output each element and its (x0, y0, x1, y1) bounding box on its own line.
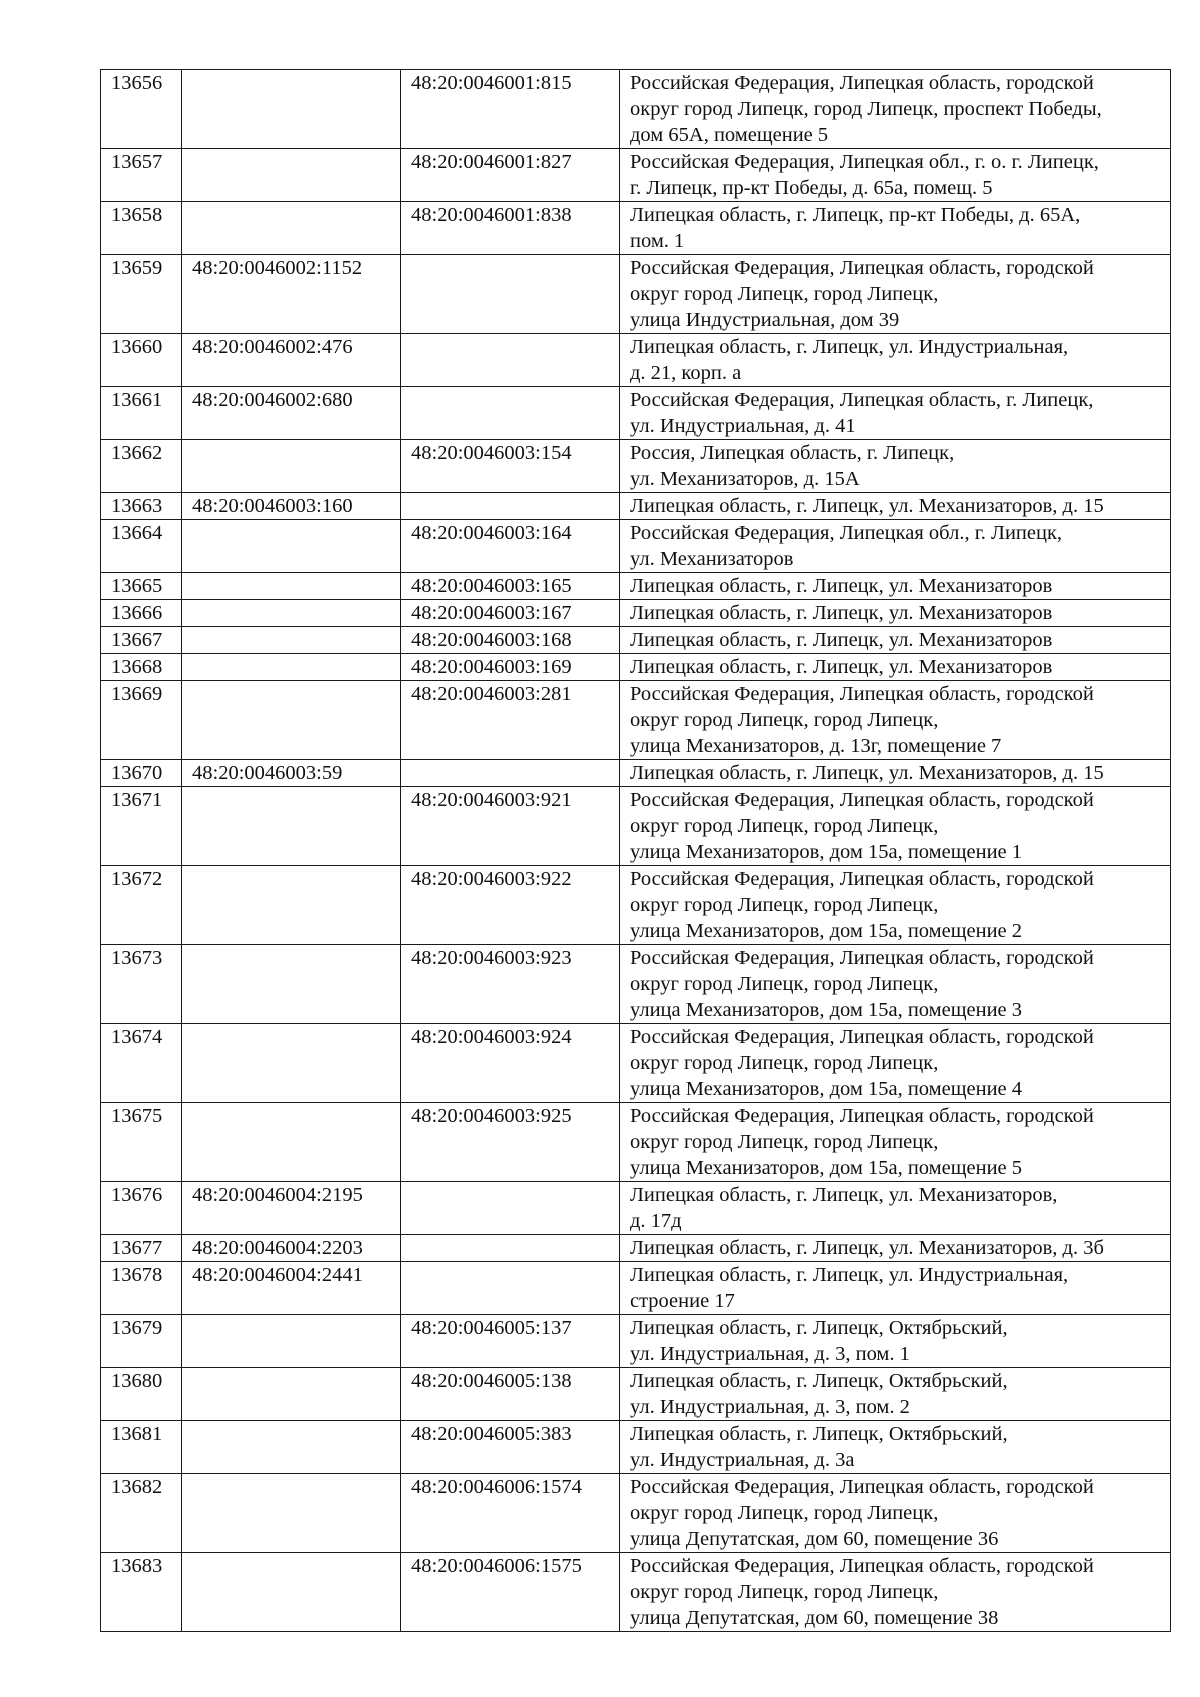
address-cell (620, 1182, 1171, 1235)
row-number-cell: 13668 (101, 654, 182, 681)
land-cadastral-number-cell (182, 1103, 401, 1182)
row-number-cell: 13658 (101, 202, 182, 255)
building-cadastral-number-cell: 48:20:0046003:168 (401, 627, 620, 654)
building-cadastral-number-cell (401, 493, 620, 520)
building-cadastral-number-cell: 48:20:0046003:167 (401, 600, 620, 627)
building-cadastral-number-cell: 48:20:0046003:165 (401, 573, 620, 600)
address-line: округ город Липецк, город Липецк, (630, 894, 939, 916)
address-line: улица Механизаторов, дом 15а, помещение 5 (630, 1157, 1023, 1179)
address-line: округ город Липецк, город Липецк, (630, 1052, 939, 1074)
address-line: улица Механизаторов, дом 15а, помещение 3 (630, 999, 1023, 1021)
address-line: улица Механизаторов, дом 15а, помещение 4 (630, 1078, 1023, 1100)
address-line: улица Депутатская, дом 60, помещение 38 (630, 1607, 999, 1629)
address-line: округ город Липецк, город Липецк, (630, 1131, 939, 1153)
address-cell (620, 334, 1171, 387)
address-cell (620, 202, 1171, 255)
address-line: Липецкая область, г. Липецк, Октябрьский, (630, 1317, 1008, 1339)
row-number-cell: 13671 (101, 787, 182, 866)
table-row (101, 1315, 1171, 1368)
address-cell (620, 520, 1171, 573)
land-cadastral-number-cell: 48:20:0046004:2203 (182, 1235, 401, 1262)
address-cell (620, 1553, 1171, 1632)
building-cadastral-number-cell: 48:20:0046003:281 (401, 681, 620, 760)
address-line: ул. Механизаторов (630, 548, 794, 570)
row-number-cell: 13674 (101, 1024, 182, 1103)
table-row (101, 1421, 1171, 1474)
address-line: д. 21, корп. а (630, 362, 742, 384)
table-row (101, 149, 1171, 202)
address-line: округ город Липецк, город Липецк, (630, 973, 939, 995)
land-cadastral-number-cell: 48:20:0046004:2195 (182, 1182, 401, 1235)
land-cadastral-number-cell (182, 1421, 401, 1474)
address-line: Российская Федерация, Липецкая область, городской (630, 1555, 1094, 1577)
address-cell (620, 149, 1171, 202)
table-row (101, 1235, 1171, 1262)
building-cadastral-number-cell: 48:20:0046006:1575 (401, 1553, 620, 1632)
address-line: Российская Федерация, Липецкая обл., г. Липецк, (630, 522, 1063, 544)
address-cell (620, 600, 1171, 627)
table-row (101, 1024, 1171, 1103)
building-cadastral-number-cell: 48:20:0046003:154 (401, 440, 620, 493)
building-cadastral-number-cell: 48:20:0046003:921 (401, 787, 620, 866)
building-cadastral-number-cell: 48:20:0046003:922 (401, 866, 620, 945)
row-number-cell: 13664 (101, 520, 182, 573)
address-line: Липецкая область, г. Липецк, ул. Механизаторов (630, 629, 1053, 651)
table-row (101, 493, 1171, 520)
row-number-cell: 13683 (101, 1553, 182, 1632)
table-row (101, 520, 1171, 573)
row-number-cell: 13663 (101, 493, 182, 520)
address-line: Липецкая область, г. Липецк, Октябрьский, (630, 1370, 1008, 1392)
address-line: Российская Федерация, Липецкая область, городской (630, 1026, 1094, 1048)
address-line: Российская Федерация, Липецкая область, городской (630, 1476, 1094, 1498)
address-line: округ город Липецк, город Липецк, (630, 709, 939, 731)
row-number-cell: 13666 (101, 600, 182, 627)
address-line: Липецкая область, г. Липецк, ул. Механизаторов, д. 3б (630, 1237, 1104, 1259)
address-cell (620, 945, 1171, 1024)
land-cadastral-number-cell (182, 440, 401, 493)
address-line: округ город Липецк, город Липецк, (630, 1581, 939, 1603)
row-number-cell: 13659 (101, 255, 182, 334)
address-line: улица Механизаторов, дом 15а, помещение 1 (630, 841, 1023, 863)
address-line: Российская Федерация, Липецкая область, городской (630, 683, 1094, 705)
address-line: ул. Индустриальная, д. 3а (630, 1449, 855, 1471)
land-cadastral-number-cell (182, 654, 401, 681)
land-cadastral-number-cell (182, 1315, 401, 1368)
address-cell (620, 866, 1171, 945)
building-cadastral-number-cell: 48:20:0046003:164 (401, 520, 620, 573)
row-number-cell: 13673 (101, 945, 182, 1024)
address-cell (620, 440, 1171, 493)
building-cadastral-number-cell: 48:20:0046003:924 (401, 1024, 620, 1103)
land-cadastral-number-cell: 48:20:0046002:476 (182, 334, 401, 387)
land-cadastral-number-cell (182, 1024, 401, 1103)
address-line: Липецкая область, г. Липецк, Октябрьский, (630, 1423, 1008, 1445)
land-cadastral-number-cell: 48:20:0046003:59 (182, 760, 401, 787)
land-cadastral-number-cell (182, 70, 401, 149)
row-number-cell: 13675 (101, 1103, 182, 1182)
table-row (101, 1103, 1171, 1182)
row-number-cell: 13667 (101, 627, 182, 654)
address-cell (620, 654, 1171, 681)
row-number-cell: 13682 (101, 1474, 182, 1553)
address-line: Липецкая область, г. Липецк, ул. Механизаторов (630, 575, 1053, 597)
address-line: г. Липецк, пр-кт Победы, д. 65а, помещ. 5 (630, 177, 993, 199)
address-line: улица Депутатская, дом 60, помещение 36 (630, 1528, 999, 1550)
row-number-cell: 13660 (101, 334, 182, 387)
table-row (101, 945, 1171, 1024)
building-cadastral-number-cell (401, 255, 620, 334)
address-cell (620, 1315, 1171, 1368)
row-number-cell: 13657 (101, 149, 182, 202)
building-cadastral-number-cell (401, 387, 620, 440)
address-line: улица Механизаторов, д. 13г, помещение 7 (630, 735, 1002, 757)
row-number-cell: 13662 (101, 440, 182, 493)
address-line: Липецкая область, г. Липецк, ул. Механизаторов (630, 656, 1053, 678)
address-line: дом 65А, помещение 5 (630, 124, 829, 146)
address-line: округ город Липецк, город Липецк, (630, 815, 939, 837)
address-cell (620, 760, 1171, 787)
building-cadastral-number-cell: 48:20:0046003:169 (401, 654, 620, 681)
address-cell (620, 1474, 1171, 1553)
row-number-cell: 13656 (101, 70, 182, 149)
address-line: Липецкая область, г. Липецк, ул. Индустриальная, (630, 336, 1069, 358)
table-row (101, 387, 1171, 440)
table-row (101, 760, 1171, 787)
land-cadastral-number-cell: 48:20:0046002:680 (182, 387, 401, 440)
land-cadastral-number-cell (182, 600, 401, 627)
address-line: Россия, Липецкая область, г. Липецк, (630, 442, 955, 464)
address-line: Российская Федерация, Липецкая область, городской (630, 257, 1094, 279)
address-line: д. 17д (630, 1210, 682, 1232)
land-cadastral-number-cell (182, 945, 401, 1024)
address-cell (620, 70, 1171, 149)
address-line: Липецкая область, г. Липецк, ул. Механизаторов, д. 15 (630, 762, 1104, 784)
address-cell (620, 255, 1171, 334)
building-cadastral-number-cell: 48:20:0046005:383 (401, 1421, 620, 1474)
table-row (101, 600, 1171, 627)
building-cadastral-number-cell: 48:20:0046005:138 (401, 1368, 620, 1421)
row-number-cell: 13677 (101, 1235, 182, 1262)
land-cadastral-number-cell (182, 787, 401, 866)
address-line: Российская Федерация, Липецкая область, городской (630, 789, 1094, 811)
table-row (101, 787, 1171, 866)
building-cadastral-number-cell (401, 334, 620, 387)
table-row (101, 255, 1171, 334)
table-row (101, 573, 1171, 600)
address-line: Российская Федерация, Липецкая область, городской (630, 1105, 1094, 1127)
land-cadastral-number-cell (182, 1368, 401, 1421)
address-cell (620, 681, 1171, 760)
address-cell (620, 787, 1171, 866)
land-cadastral-number-cell (182, 1474, 401, 1553)
land-cadastral-number-cell (182, 520, 401, 573)
land-cadastral-number-cell (182, 202, 401, 255)
table-row (101, 440, 1171, 493)
address-cell (620, 387, 1171, 440)
building-cadastral-number-cell: 48:20:0046005:137 (401, 1315, 620, 1368)
land-cadastral-number-cell: 48:20:0046003:160 (182, 493, 401, 520)
table-row (101, 627, 1171, 654)
building-cadastral-number-cell: 48:20:0046001:838 (401, 202, 620, 255)
land-cadastral-number-cell (182, 627, 401, 654)
table-body (101, 70, 1171, 1632)
land-cadastral-number-cell (182, 866, 401, 945)
land-cadastral-number-cell (182, 681, 401, 760)
address-line: округ город Липецк, город Липецк, (630, 1502, 939, 1524)
address-line: ул. Индустриальная, д. 41 (630, 415, 856, 437)
row-number-cell: 13681 (101, 1421, 182, 1474)
address-line: Липецкая область, г. Липецк, ул. Механизаторов (630, 602, 1053, 624)
address-cell (620, 1235, 1171, 1262)
address-cell (620, 573, 1171, 600)
row-number-cell: 13679 (101, 1315, 182, 1368)
building-cadastral-number-cell (401, 1235, 620, 1262)
table-row (101, 1182, 1171, 1235)
row-number-cell: 13665 (101, 573, 182, 600)
table-row (101, 681, 1171, 760)
address-cell (620, 1368, 1171, 1421)
table-row (101, 866, 1171, 945)
building-cadastral-number-cell: 48:20:0046003:923 (401, 945, 620, 1024)
table-row (101, 654, 1171, 681)
row-number-cell: 13676 (101, 1182, 182, 1235)
table-row (101, 202, 1171, 255)
address-line: пом. 1 (630, 230, 685, 252)
address-line: Липецкая область, г. Липецк, пр-кт Победы, д. 65А, (630, 204, 1081, 226)
address-line: Российская Федерация, Липецкая обл., г. о. г. Липецк, (630, 151, 1099, 173)
address-cell (620, 627, 1171, 654)
address-line: Российская Федерация, Липецкая область, городской (630, 947, 1094, 969)
building-cadastral-number-cell: 48:20:0046003:925 (401, 1103, 620, 1182)
land-cadastral-number-cell (182, 149, 401, 202)
address-cell (620, 1024, 1171, 1103)
address-line: Липецкая область, г. Липецк, ул. Механизаторов, д. 15 (630, 495, 1104, 517)
table-row (101, 1368, 1171, 1421)
building-cadastral-number-cell (401, 1182, 620, 1235)
address-line: строение 17 (630, 1290, 735, 1312)
address-line: округ город Липецк, город Липецк, (630, 283, 939, 305)
table-row (101, 1474, 1171, 1553)
land-cadastral-number-cell: 48:20:0046002:1152 (182, 255, 401, 334)
address-line: ул. Механизаторов, д. 15А (630, 468, 860, 490)
land-cadastral-number-cell (182, 1553, 401, 1632)
building-cadastral-number-cell: 48:20:0046001:815 (401, 70, 620, 149)
address-line: ул. Индустриальная, д. 3, пом. 2 (630, 1396, 910, 1418)
cadastral-registry-table (100, 69, 1171, 1632)
land-cadastral-number-cell (182, 573, 401, 600)
table-row (101, 70, 1171, 149)
address-line: Российская Федерация, Липецкая область, городской (630, 72, 1094, 94)
row-number-cell: 13678 (101, 1262, 182, 1315)
building-cadastral-number-cell: 48:20:0046006:1574 (401, 1474, 620, 1553)
table-row (101, 334, 1171, 387)
address-line: улица Индустриальная, дом 39 (630, 309, 900, 331)
address-cell (620, 493, 1171, 520)
address-cell (620, 1421, 1171, 1474)
address-line: улица Механизаторов, дом 15а, помещение 2 (630, 920, 1023, 942)
building-cadastral-number-cell (401, 1262, 620, 1315)
address-line: Российская Федерация, Липецкая область, городской (630, 868, 1094, 890)
building-cadastral-number-cell (401, 760, 620, 787)
address-line: Липецкая область, г. Липецк, ул. Механизаторов, (630, 1184, 1058, 1206)
table-row (101, 1553, 1171, 1632)
row-number-cell: 13669 (101, 681, 182, 760)
address-line: ул. Индустриальная, д. 3, пом. 1 (630, 1343, 910, 1365)
land-cadastral-number-cell: 48:20:0046004:2441 (182, 1262, 401, 1315)
building-cadastral-number-cell: 48:20:0046001:827 (401, 149, 620, 202)
address-cell (620, 1103, 1171, 1182)
row-number-cell: 13672 (101, 866, 182, 945)
row-number-cell: 13680 (101, 1368, 182, 1421)
row-number-cell: 13670 (101, 760, 182, 787)
address-line: округ город Липецк, город Липецк, проспект Победы, (630, 98, 1102, 120)
table-row (101, 1262, 1171, 1315)
address-cell (620, 1262, 1171, 1315)
address-line: Липецкая область, г. Липецк, ул. Индустриальная, (630, 1264, 1069, 1286)
address-line: Российская Федерация, Липецкая область, г. Липецк, (630, 389, 1094, 411)
row-number-cell: 13661 (101, 387, 182, 440)
